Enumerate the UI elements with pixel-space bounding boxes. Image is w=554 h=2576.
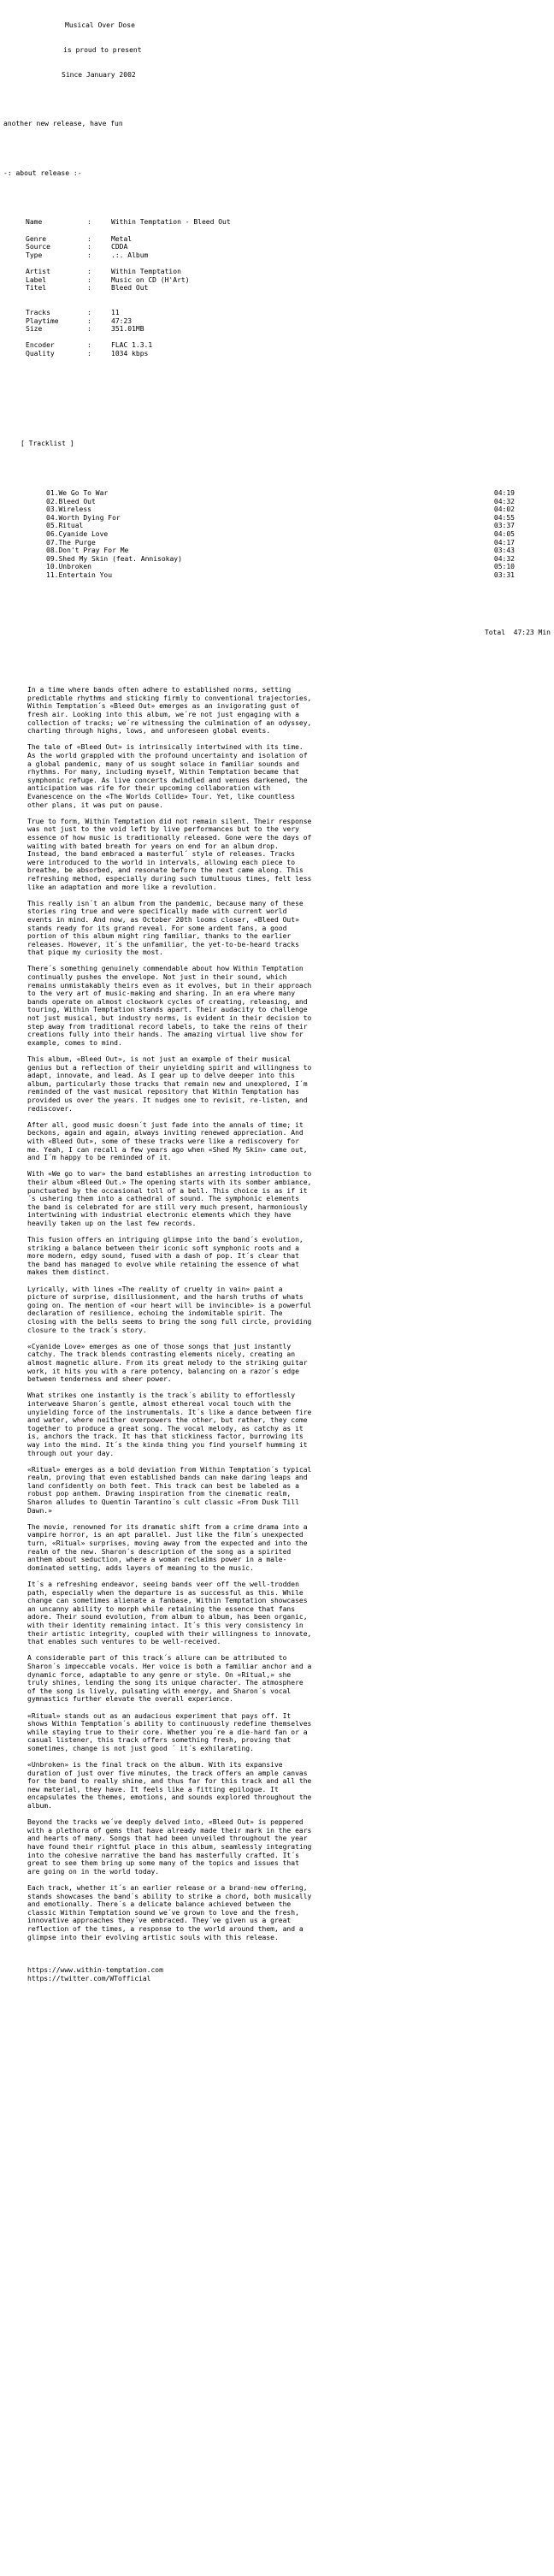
release-info-separator: : [87,325,100,334]
total-time: 47:23 Min [513,629,551,637]
track-row [3,539,515,547]
review-paragraph: «Ritual» stands out as an audacious experiment that pays off. It shows Within Temptation´s ability to continuously redefine themselves while staying true to their core. Whether you´re a die-hard fan or a casual listener, this track offers something fresh, proving that sometimes, change is not just good ´ it´s exhilarating. [27,1711,312,1752]
release-info-row [3,325,551,334]
track-row [3,522,515,530]
release-info-value: 351.01MB [111,325,144,334]
release-info-row [3,243,551,251]
release-info-separator: : [87,234,100,243]
release-info-value: Bleed Out [111,284,149,292]
review-paragraph: A considerable part of this track´s allure can be attributed to Sharon´s impeccable vocals. Her voice is both a familiar anchor and a dynamic force, adaptable to any genre or style. On «Ritual,» she truly shines, lending the song its unique character. The atmosphere of the song is lively, pulsating with energy, and Sharon´s vocal gymnastics further elevate the overall experience. [27,1654,312,1704]
release-info-value: 1034 kbps [111,349,149,357]
track-row [3,505,515,514]
review-paragraph: «Ritual» emerges as a bold deviation from Within Temptation´s typical realm, proving that even established bands can make daring leaps and land confidently on both feet. This track can best be labeled as a robust pop anthem. Drawing inspiration from the cinematic realm, Sharon alludes to Quentin Tarantino´s cult classic «From Dusk Till Dawn.» [27,1465,312,1515]
release-info-value: Within Temptation - Bleed Out [111,218,231,227]
review-text [3,686,551,1941]
track-title: 05.Ritual [46,522,84,530]
tracklist [3,489,551,580]
release-info-row [3,268,551,276]
track-title: 04.Worth Dying For [46,513,121,522]
release-info-row [3,292,551,301]
track-row [3,489,515,498]
tagline: is proud to present [63,45,142,54]
link-url[interactable]: https://www.within-temptation.com [27,1965,163,1974]
track-duration: 05:10 [493,563,515,571]
track-row [3,563,515,571]
release-info-separator: : [87,268,100,275]
review-paragraph: This album, «Bleed Out», is not just an example of their musical genius but a reflection of their unyielding spirit and willingness to adapt, innovate, and lead. As I gear up to delve deeper into this album, particularly those tracks that remain new and unexplored, I´m reminded of the vast musical repository that Within Temptation has provided us over the years. It nudges one to revisit, re-listen, and rediscover. [27,1055,312,1113]
release-info-key: Artist [26,268,50,275]
release-info-key: Quality [26,349,55,357]
nfo-text [3,5,551,1991]
review-paragraph: In a time where bands often adhere to established norms, setting predictable rhythms and sticking firmly to conventional trajectories, Within Temptation´s «Bleed Out» emerges as an invigorating gust of fresh air. Looking into this album, we´re not just engaging with a collection of tracks; we´re witnessing the culmination of an odyssey, charting through highs, lows, and unforeseen global events. [27,686,312,736]
review-paragraph: The tale of «Bleed Out» is intrinsically intertwined with its time. As the world grappled with the profound uncertainty and isolation of a global pandemic, many of us sought solace in familiar sounds and rhythms. For many, including myself, Within Temptation became that symphonic refuge. As live concerts dwindled and venues darkened, the anticipation was rife for their upcoming collaboration with Evanescence on the «The Worlds Collide» Tour. Yet, like countless other plans, it was put on pause. [27,743,308,809]
release-info-key: Label [26,275,47,284]
release-info-value: FLAC 1.3.1 [111,341,153,350]
release-info-row [3,284,551,292]
track-title: 07.The Purge [46,538,96,547]
release-info-row [3,227,551,235]
release-info-separator: : [87,275,100,284]
track-row [3,547,515,555]
release-info-key: Encoder [26,341,55,350]
release-info-row [3,341,551,350]
release-info-key: Name [26,218,43,227]
release-info-separator: : [87,243,100,251]
review-paragraph: After all, good music doesn´t just fade into the annals of time; it beckons, again and again, always inviting renewed appreciation. And with «Bleed Out», some of these tracks were like a rediscovery for me. Yeah, I can recall a few years ago when «Shed My Skin» came out, and I´m happy to be reminded of it. [27,1120,308,1162]
release-info-value: 11 [111,308,120,316]
review-paragraph: There´s something genuinely commendable about how Within Temptation continually pushes the envelope. Not just in their sound, which remains unmistakably theirs even as it evolves, but in their approach to the very art of music-making and sharing. In an era where many bands operate on almost clockwork cycles of creating, releasing, and touring, Within Temptation stands apart. Their audacity to challenge not just musical, but industry norms, is evident in their decision to step away from traditional record labels, to take the reins of their creations fully into their hands. The amazing virtual live show for example, comes to mind. [27,965,312,1047]
about-heading: -: about release :- [3,168,82,177]
release-info-row [3,300,551,309]
track-duration: 03:37 [493,522,515,530]
release-info-separator: : [87,349,100,357]
release-info-separator: : [87,308,100,316]
review-paragraph: «Cyanide Love» emerges as one of those songs that just instantly catchy. The track blends contrasting elements nicely, creating an almost magnetic allure. From its great melody to the striking guitar work, it hits you with a rare potency, balancing on a razor´s edge between tenderness and sheer power. [27,1342,308,1384]
track-title: 03.Wireless [46,505,91,514]
release-info-row [3,235,551,244]
total-row [3,629,551,637]
release-info-row [3,218,551,227]
group-name: Musical Over Dose [65,21,135,30]
release-info-row [3,259,551,268]
release-info-key: Type [26,251,43,259]
track-duration: 04:32 [493,554,515,563]
track-title: 10.Unbroken [46,563,91,571]
track-row [3,530,515,539]
track-duration: 03:43 [493,547,515,555]
review-paragraph: Lyrically, with lines «The reality of cruelty in vain» paint a picture of surprise, disillusionment, and the harsh truths of whats going on. The mention of «our heart will be invincible» is a powerful declaration of resilience, echoing the indomitable spirit. The closing with the bells seems to bring the song full circle, providing closure to the track´s story. [27,1285,312,1334]
release-info-value: Music on CD (H'Art) [111,275,190,284]
track-duration: 04:02 [493,505,515,514]
review-paragraph: With «We go to war» the band establishes an arresting introduction to their album «Bleed Out.» The opening starts with its somber ambiance, punctuated by the occasional toll of a bell. This choice is as if it´s ushering them into a cathedral of sound. The symphonic elements the band is celebrated for are still very much present, harmoniously intertwining with industrial electronic elements which they have heavily taken up on the last few records. [27,1170,312,1227]
intro-line: another new release, have fun [3,120,123,128]
links [3,1966,551,1982]
release-info-key: Size [26,325,43,334]
release-info-key: Playtime [26,316,59,325]
review-paragraph: What strikes one instantly is the track´s ability to effortlessly interweave Sharon´s gentle, almost ethereal vocal touch with the unyielding force of the instrumentals. It´s like a dance between fire and water, where neither overpowers the other, but rather, they come together to produce a great song. The vocal melody, as catchy as it is, anchors the track. It has that stickiness factor, burrowing its way into the mind. It´s the kinda thing you find yourself humming it through out your day. [27,1391,312,1457]
release-info-row [3,276,551,285]
release-info-separator: : [87,218,100,227]
track-row [3,571,515,580]
track-duration: 04:55 [493,513,515,522]
track-title: 01.We Go To War [46,489,109,498]
release-info-row [3,350,551,358]
track-title: 06.Cyanide Love [46,530,109,539]
track-duration: 04:19 [493,489,515,498]
release-info-value: Within Temptation [111,268,181,275]
release-info-key: Tracks [26,308,50,316]
release-info-key: Genre [26,234,47,243]
release-info-key: Source [26,243,50,251]
track-title: 02.Bleed Out [46,497,96,505]
review-paragraph: Beyond the tracks we´ve deeply delved into, «Bleed Out» is peppered with a plethora of gems that have already made their mark in the ears and hearts of many. Songs that had been unveiled throughout the year have found their rightful place in this album, seamlessly integrating into the cohesive narrative the band has masterfully crafted. It´s great to see them bring up some many of the topics and issues that are going on in the world today. [27,1818,312,1876]
release-info-separator: : [87,251,100,259]
release-info-value: Metal [111,234,133,243]
release-info-value: .:. Album [111,251,149,259]
track-row [3,498,515,506]
release-info-row [3,317,551,326]
review-paragraph: This fusion offers an intriguing glimpse into the band´s evolution, striking a balance between their iconic soft symphonic roots and a more modern, edgy sound, fused with a dash of pop. It´s clear that the band has managed to evolve while retaining the essence of what makes them distinct. [27,1236,304,1277]
review-paragraph: The movie, renowned for its dramatic shift from a crime drama into a vampire horror, is an apt parallel. Just like the film´s unexpected turn, «Ritual» surprises, moving away from the expected and into the realm of the new. Sharon´s description of the song as a spirited anthem about seduction, where a woman reclaims power in a male-dominated setting, adds layers of meaning to the music. [27,1522,308,1572]
track-title: 09.Shed My Skin (feat. Annisokay) [46,554,182,563]
release-info-row [3,309,551,317]
review-paragraph: «Unbroken» is the final track on the album. With its expansive duration of just over five minutes, the track offers an ample canvas for the band to really shine, and thus far for this track and all the new material, they have. It feels like a fitting epilogue. It encapsulates the themes, emotions, and sounds explored throughout the album. [27,1761,312,1811]
review-paragraph: Each track, whether it´s an earlier release or a brand-new offering, stands showcases the band´s ability to strike a chord, both musically and emotionally. There´s a delicate balance achieved between the classic Within Temptation sound we´ve grown to love and the fresh, innovative approaches they´ve embraced. They´ve given us a great reflection of the times, a response to the world around them, and a glimpse into their evolving artistic souls with this release. [27,1883,312,1941]
release-info-separator: : [87,284,100,292]
release-info-row [3,334,551,342]
total-label: Total [484,629,505,637]
review-paragraph: It´s a refreshing endeavor, seeing bands veer off the well-trodden path, especially when the departure is as successful as this. While change can sometimes alienate a fanbase, Within Temptation showcases an uncanny ability to morph while retaining the essence that fans adore. Their sound evolution, from album to album, has been organic, with their identity remaining intact. It´s this very consistency in their artistic integrity, coupled with their willingness to innovate, that enables such ventures to be well-received. [27,1580,312,1646]
release-info-value: CDDA [111,243,128,251]
review-paragraph: True to form, Within Temptation did not remain silent. Their response was not just to the void left by live performances but to the very essence of how music is traditionally released. Gone were the days of waiting with bated breath for years on end for an album drop. Instead, the band embraced a masterful´ style of releases. Tracks were introduced to the world in intervals, allowing each piece to breathe, be absorbed, and resonate before the next came along. This refreshing method, especially during such tumultuous times, felt less like an adaptation and more like a revolution. [27,817,312,891]
track-duration: 04:32 [493,497,515,505]
track-duration: 04:17 [493,538,515,547]
since-date: Since January 2002 [62,70,136,79]
track-title: 11.Entertain You [46,570,113,579]
track-row [3,555,515,564]
release-info [3,218,551,357]
track-title: 08.Don't Pray For Me [46,547,129,555]
release-info-row [3,251,551,260]
track-row [3,514,515,523]
release-info-separator: : [87,341,100,350]
release-info-key: Titel [26,284,47,292]
track-duration: 04:05 [493,530,515,539]
track-duration: 03:31 [493,570,515,579]
release-info-separator: : [87,316,100,325]
release-info-value: 47:23 [111,316,133,325]
tracklist-heading: [ Tracklist ] [21,440,74,448]
review-paragraph: This really isn´t an album from the pandemic, because many of these stories ring true and were specifically made with current world events in mind. And now, as October 20th looms closer, «Bleed Out» stands ready for its grand reveal. For some ardent fans, a good portion of this album might ring familiar, thanks to the earlier releases. However, it´s the unfamiliar, the yet-to-be-heard tracks that pique my curiosity the most. [27,899,304,957]
link-url[interactable]: https://twitter.com/WTofficial [27,1974,151,1982]
